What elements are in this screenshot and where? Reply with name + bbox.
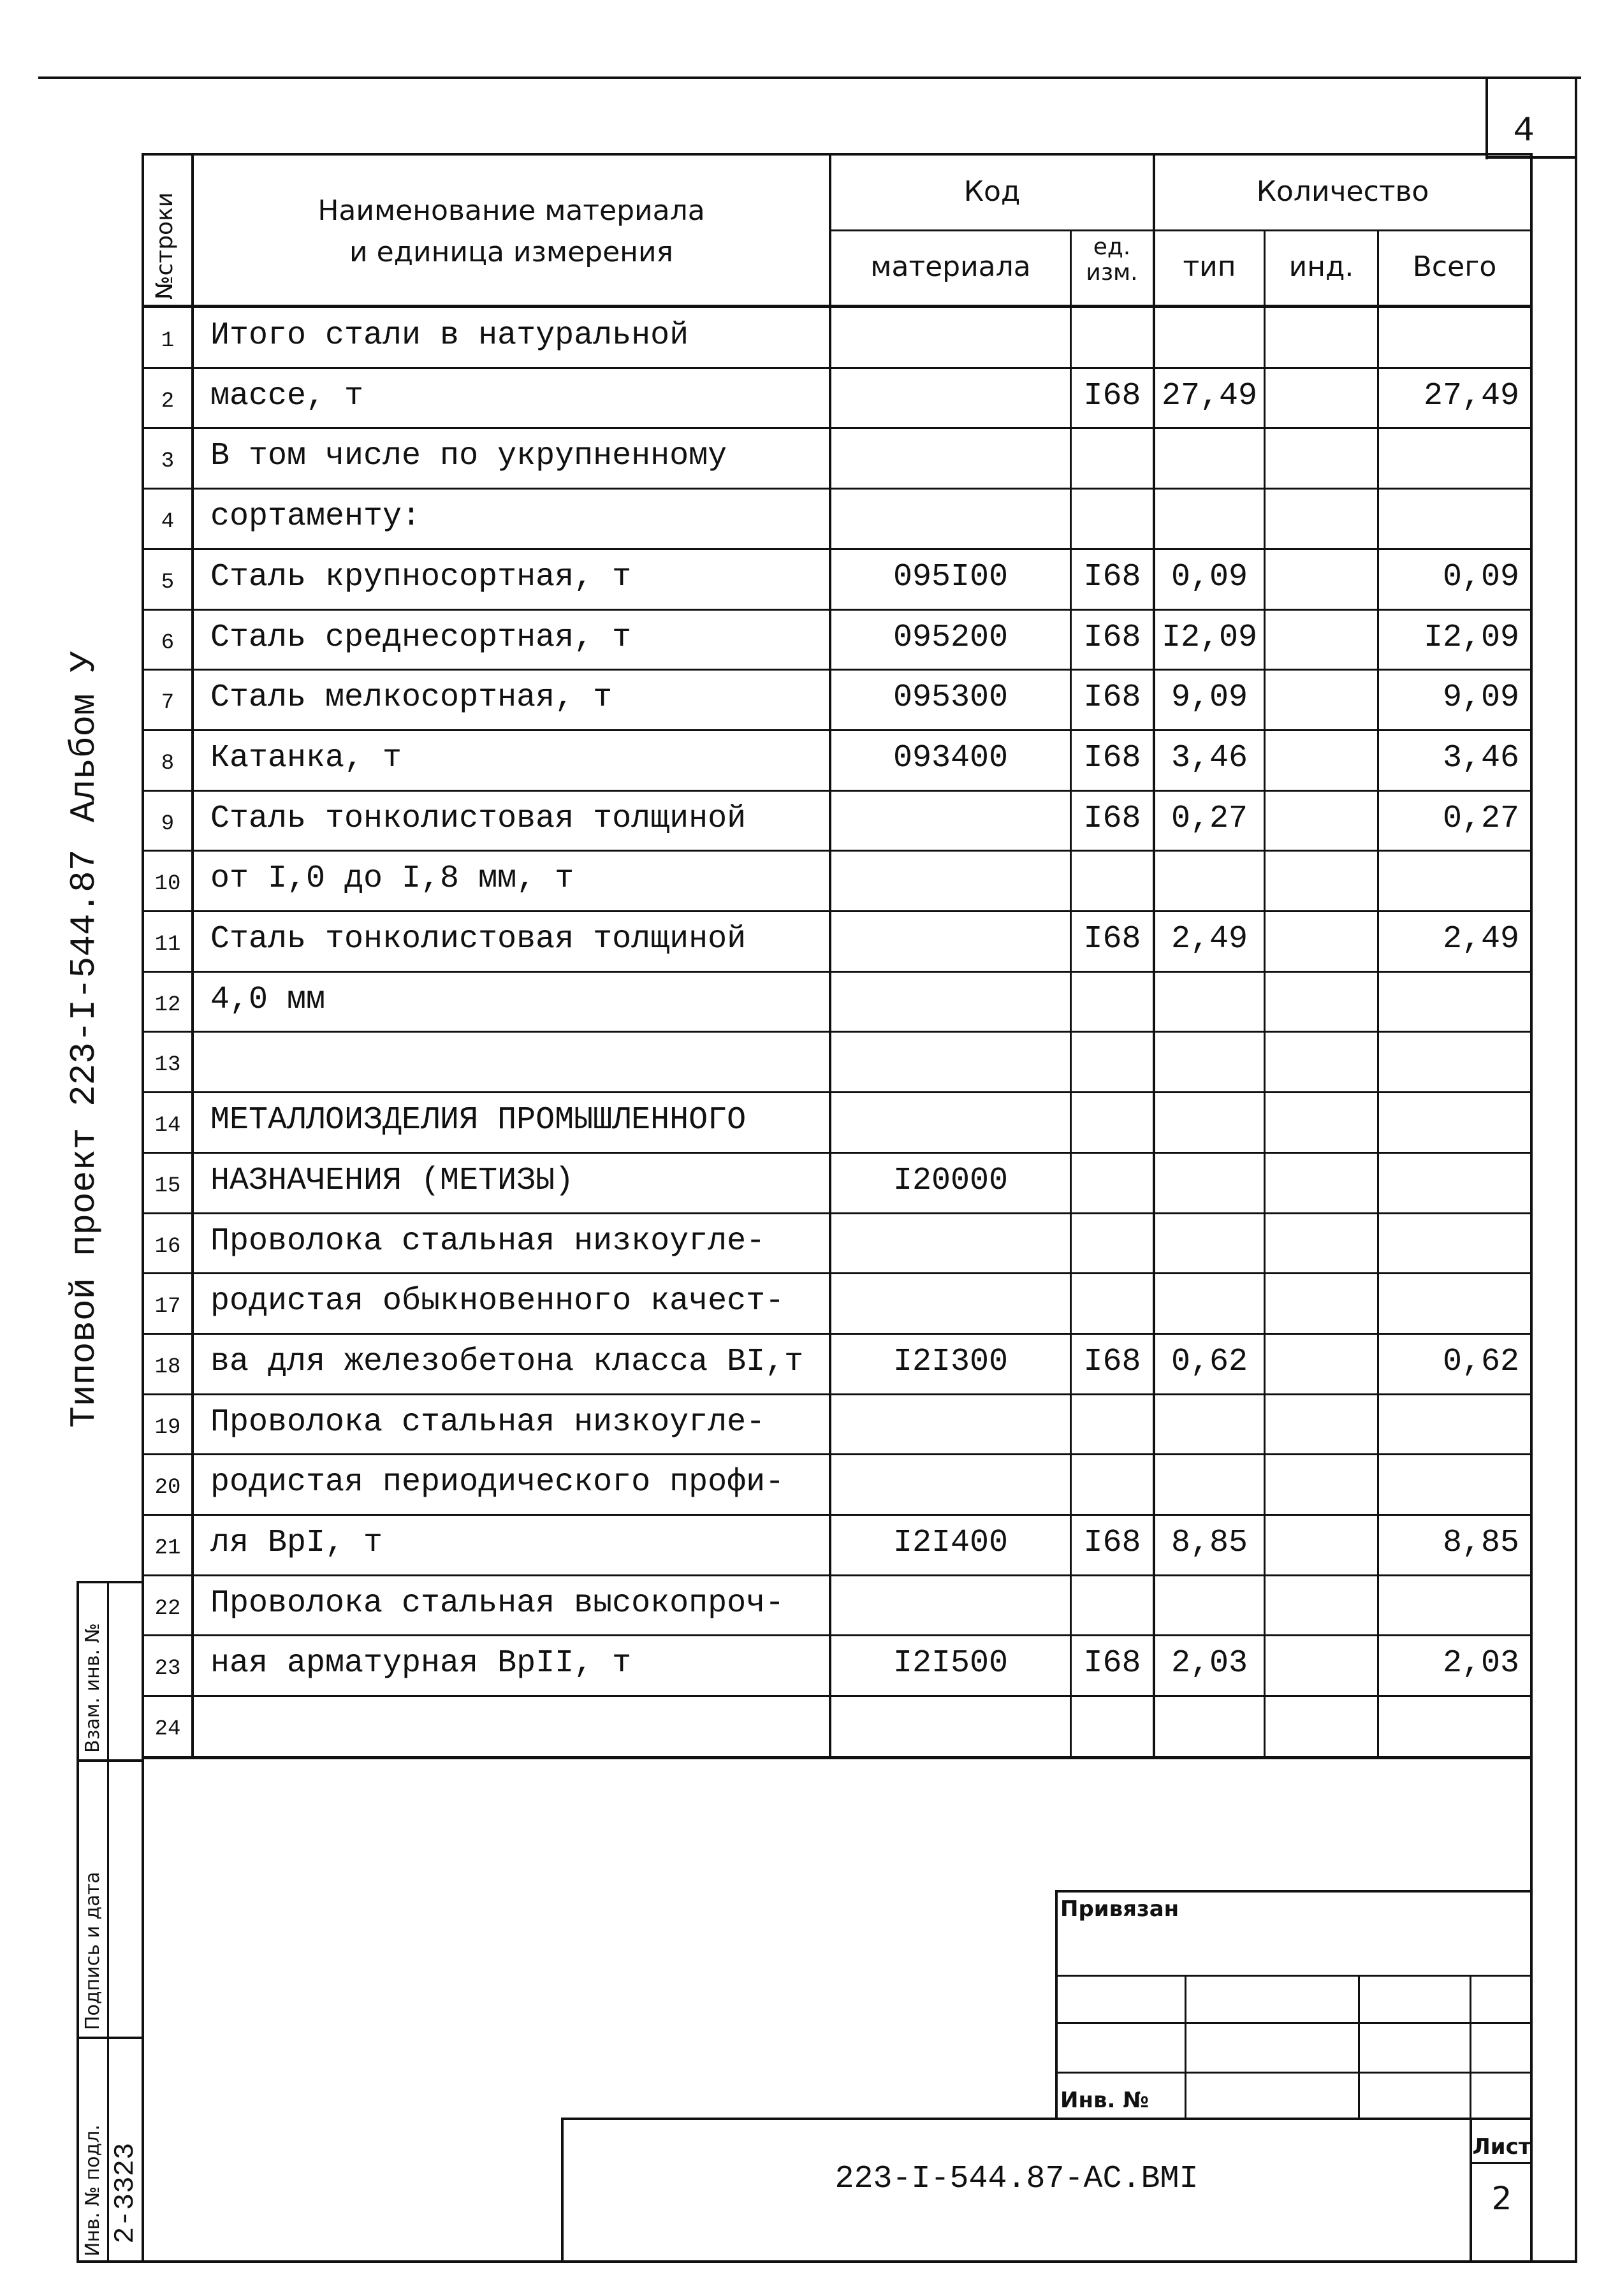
row-unit: I68: [1083, 558, 1141, 595]
row-name: родистая обыкновенного качест-: [210, 1283, 785, 1320]
privyazan-col-3: [1470, 1975, 1471, 2119]
row-qty-total: 0,27: [1442, 800, 1519, 837]
row-number: 13: [154, 1053, 181, 1078]
row-separator: [142, 1031, 1531, 1033]
col-divider-tip: [1264, 229, 1266, 1758]
row-code: 095300: [893, 679, 1009, 716]
row-name: Катанка, т: [210, 739, 402, 776]
row-qty-type: 2,03: [1171, 1645, 1248, 1682]
privyazan-label: Привязан: [1060, 1896, 1179, 1922]
row-qty-type: 2,49: [1171, 921, 1248, 957]
row-number: 10: [154, 872, 181, 897]
row-separator: [142, 1453, 1531, 1455]
sheet-number: 2: [1491, 2180, 1512, 2217]
row-number: 4: [161, 510, 175, 535]
row-number: 14: [154, 1114, 181, 1138]
row-number: 22: [154, 1596, 181, 1621]
privyazan-row-3: [1055, 2072, 1532, 2074]
table-right-border: [1530, 153, 1533, 2263]
row-name: НАЗНАЧЕНИЯ (МЕТИЗЫ): [210, 1162, 574, 1199]
row-number: 8: [161, 751, 175, 776]
table-header-bottom: [142, 305, 1531, 308]
row-separator: [142, 367, 1531, 369]
row-number: 19: [154, 1415, 181, 1440]
row-qty-total: 0,62: [1442, 1343, 1519, 1380]
row-qty-total: 27,49: [1423, 377, 1519, 414]
row-number: 15: [154, 1173, 181, 1198]
row-separator: [142, 1091, 1531, 1093]
row-unit: I68: [1083, 800, 1141, 837]
row-name: Итого стали в натуральной: [210, 317, 689, 354]
privyazan-row-1: [1055, 1975, 1532, 1977]
right-border: [1575, 76, 1577, 2263]
row-separator: [142, 669, 1531, 671]
header-name-line2: и единица измерения: [349, 236, 674, 268]
document-code: 223-I-544.87-АС.ВМI: [835, 2161, 1199, 2197]
row-name: Сталь среднесортная, т: [210, 619, 632, 656]
side-title-album: Альбом У: [64, 651, 105, 822]
row-code: 093400: [893, 739, 1009, 776]
row-code: I2I400: [893, 1525, 1009, 1561]
row-code: I2I500: [893, 1645, 1009, 1682]
row-qty-type: 8,85: [1171, 1525, 1248, 1561]
row-code: 095200: [893, 619, 1009, 656]
row-separator: [142, 1514, 1531, 1516]
row-name: Проволока стальная низкоугле-: [210, 1223, 766, 1260]
row-name: В том числе по укрупненному: [210, 438, 727, 475]
inv-no-label: Инв. №: [1060, 2088, 1149, 2113]
stamp-podpis-data-label: Подпись и дата: [82, 1871, 104, 2030]
row-separator: [142, 548, 1531, 550]
row-separator: [142, 1152, 1531, 1154]
row-separator: [142, 850, 1531, 852]
row-qty-total: 9,09: [1442, 679, 1519, 716]
row-qty-total: 2,49: [1442, 921, 1519, 957]
row-name: ля ВрI, т: [210, 1525, 383, 1561]
row-separator: [142, 971, 1531, 973]
row-separator: [142, 1393, 1531, 1395]
row-separator: [142, 1695, 1531, 1697]
row-number: 24: [154, 1717, 181, 1742]
col-divider-rownum: [191, 153, 194, 1758]
side-title-project: Типовой проект 223-I-544.87: [64, 849, 105, 1428]
row-number: 11: [154, 933, 181, 957]
row-unit: I68: [1083, 1343, 1141, 1380]
row-number: 12: [154, 992, 181, 1017]
row-number: 7: [161, 691, 175, 716]
row-unit: I68: [1083, 619, 1141, 656]
row-separator: [142, 790, 1531, 792]
row-separator: [142, 729, 1531, 731]
row-unit: I68: [1083, 679, 1141, 716]
col-divider-name: [829, 153, 831, 1758]
row-name: Проволока стальная низкоугле-: [210, 1404, 766, 1441]
header-qty-ind: инд.: [1288, 251, 1354, 283]
row-qty-type: 9,09: [1171, 679, 1248, 716]
row-number: 23: [154, 1657, 181, 1682]
header-qty-type: тип: [1183, 251, 1236, 283]
header-code-material: материала: [870, 251, 1031, 283]
row-number: 6: [161, 630, 175, 655]
row-number: 16: [154, 1234, 181, 1259]
privyazan-top: [1055, 1890, 1532, 1893]
row-separator: [142, 910, 1531, 912]
header-qty-total: Всего: [1412, 251, 1497, 283]
row-number: 2: [161, 389, 175, 414]
stamp-outer-left: [77, 1581, 79, 2263]
page-number: 4: [1513, 110, 1535, 151]
row-qty-type: 0,27: [1171, 800, 1248, 837]
privyazan-col-1: [1185, 1975, 1186, 2119]
privyazan-col-2: [1358, 1975, 1360, 2119]
row-separator: [142, 1634, 1531, 1636]
row-number: 5: [161, 570, 175, 595]
row-qty-type: 3,46: [1171, 739, 1248, 776]
row-number: 3: [161, 449, 175, 474]
row-qty-type: I2,09: [1161, 619, 1258, 656]
row-name: сортаменту:: [210, 498, 421, 535]
sheet-box-divider: [1470, 2162, 1531, 2164]
row-number: 9: [161, 811, 175, 836]
header-row-number: №строки: [152, 192, 178, 300]
top-border: [38, 76, 1581, 79]
row-unit: I68: [1083, 1525, 1141, 1561]
header-midline: [829, 229, 1530, 231]
row-qty-total: 2,03: [1442, 1645, 1519, 1682]
row-unit: I68: [1083, 377, 1141, 414]
stamp-vzam-inv-label: Взам. инв. №: [82, 1623, 104, 1753]
row-code: I2I300: [893, 1343, 1009, 1380]
row-qty-total: 8,85: [1442, 1525, 1519, 1561]
stamp-inv-podl-label: Инв. № подл.: [82, 2125, 104, 2256]
stamp-inner-divider: [107, 1581, 109, 2263]
row-qty-total: 0,09: [1442, 558, 1519, 595]
row-name: ва для железобетона класса BI,т: [210, 1343, 804, 1380]
row-separator: [142, 609, 1531, 611]
header-name-line1: Наименование материала: [317, 194, 705, 227]
row-unit: I68: [1083, 1645, 1141, 1682]
page-bottom-border: [77, 2260, 1577, 2263]
row-name: родистая периодического профи-: [210, 1464, 785, 1501]
row-qty-type: 0,62: [1171, 1343, 1248, 1380]
row-qty-total: 3,46: [1442, 739, 1519, 776]
row-name: 4,0 мм: [210, 981, 326, 1018]
row-name: Сталь тонколистовая толщиной: [210, 921, 747, 957]
table-body-bottom: [142, 1756, 1531, 1759]
header-code-unit: ед. изм.: [1086, 234, 1138, 286]
row-unit: I68: [1083, 739, 1141, 776]
row-name: Сталь тонколистовая толщиной: [210, 800, 747, 837]
row-separator: [142, 488, 1531, 490]
row-number: 17: [154, 1295, 181, 1319]
row-name: Сталь крупносортная, т: [210, 558, 632, 595]
stamp-sep-2: [77, 2037, 143, 2039]
row-name: массе, т: [210, 377, 364, 414]
row-number: 21: [154, 1536, 181, 1560]
title-block-top: [561, 2118, 1531, 2120]
row-code: 095I00: [893, 558, 1009, 595]
row-qty-type: 27,49: [1161, 377, 1258, 414]
row-qty-total: I2,09: [1423, 619, 1519, 656]
row-number: 1: [161, 329, 175, 353]
row-separator: [142, 1574, 1531, 1576]
row-separator: [142, 1333, 1531, 1335]
header-quantity: Количество: [1256, 175, 1429, 208]
table-top-border: [142, 153, 1531, 156]
header-code: Код: [963, 175, 1021, 208]
row-separator: [142, 1212, 1531, 1214]
row-number: 20: [154, 1476, 181, 1500]
row-name: Проволока стальная высокопроч-: [210, 1585, 785, 1622]
row-number: 18: [154, 1355, 181, 1379]
row-code: I20000: [893, 1162, 1009, 1199]
row-name: ная арматурная ВрII, т: [210, 1645, 632, 1682]
sheet-label: Лист: [1472, 2134, 1531, 2160]
row-separator: [142, 1272, 1531, 1274]
row-name: МЕТАЛЛОИЗДЕЛИЯ ПРОМЫШЛЕННОГО: [210, 1102, 747, 1139]
row-unit: I68: [1083, 921, 1141, 957]
stamp-inv-podl-value: 2-3323: [110, 2142, 142, 2244]
stamp-sep-1: [77, 1759, 143, 1762]
row-name: от I,0 до I,8 мм, т: [210, 861, 574, 897]
row-separator: [142, 427, 1531, 429]
privyazan-left: [1055, 1890, 1058, 2119]
row-name: Сталь мелкосортная, т: [210, 679, 613, 716]
row-qty-type: 0,09: [1171, 558, 1248, 595]
privyazan-row-2: [1055, 2022, 1532, 2024]
stamp-top: [77, 1581, 143, 1583]
